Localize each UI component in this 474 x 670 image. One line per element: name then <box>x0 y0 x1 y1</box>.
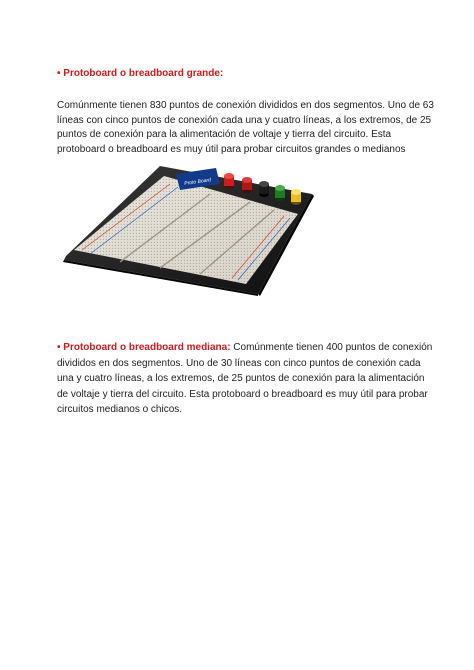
section2-paragraph <box>57 340 433 418</box>
section2-line: una y cuatro líneas, a los extremos, de 25 puntos de conexión para la alimentación <box>57 373 425 385</box>
binding-post-red <box>224 173 234 189</box>
binding-post-green <box>275 185 285 201</box>
section1-line: Comúnmente tienen 830 puntos de conexión divididos en dos segmentos. Uno de 63 <box>57 100 434 111</box>
section1-line: líneas con cinco puntos de conexión cada una y cuatro líneas, a los extremos, de 25 <box>57 114 432 126</box>
section1-line: protoboard o breadboard es muy útil para probar circuitos grandes o medianos <box>57 143 406 155</box>
section2-line: Comúnmente tienen 400 puntos de conexión <box>230 342 433 353</box>
section1-line: puntos de conexión para la alimentación de voltaje y tierra del circuito. Esta <box>57 129 392 141</box>
section2-heading: • Protoboard o breadboard mediana: <box>57 342 231 353</box>
section1-heading: • Protoboard o breadboard grande: <box>57 68 224 79</box>
section2-line-first <box>57 340 433 356</box>
section2-line: divididos en dos segmentos. Uno de 30 líneas con cinco puntos de conexión cada <box>57 357 421 369</box>
section2-line: de voltaje y tierra del circuito. Esta protoboard o breadboard es muy útil para probar <box>57 388 428 400</box>
binding-post-black <box>259 181 269 197</box>
section2-line: circuitos medianos o chicos. <box>57 404 183 416</box>
binding-post-yellow <box>291 189 301 205</box>
breadboard-photo <box>60 160 325 296</box>
binding-post-red-2 <box>242 177 252 193</box>
section1-paragraph <box>57 99 434 157</box>
logo-text: Proto Board <box>183 177 212 187</box>
